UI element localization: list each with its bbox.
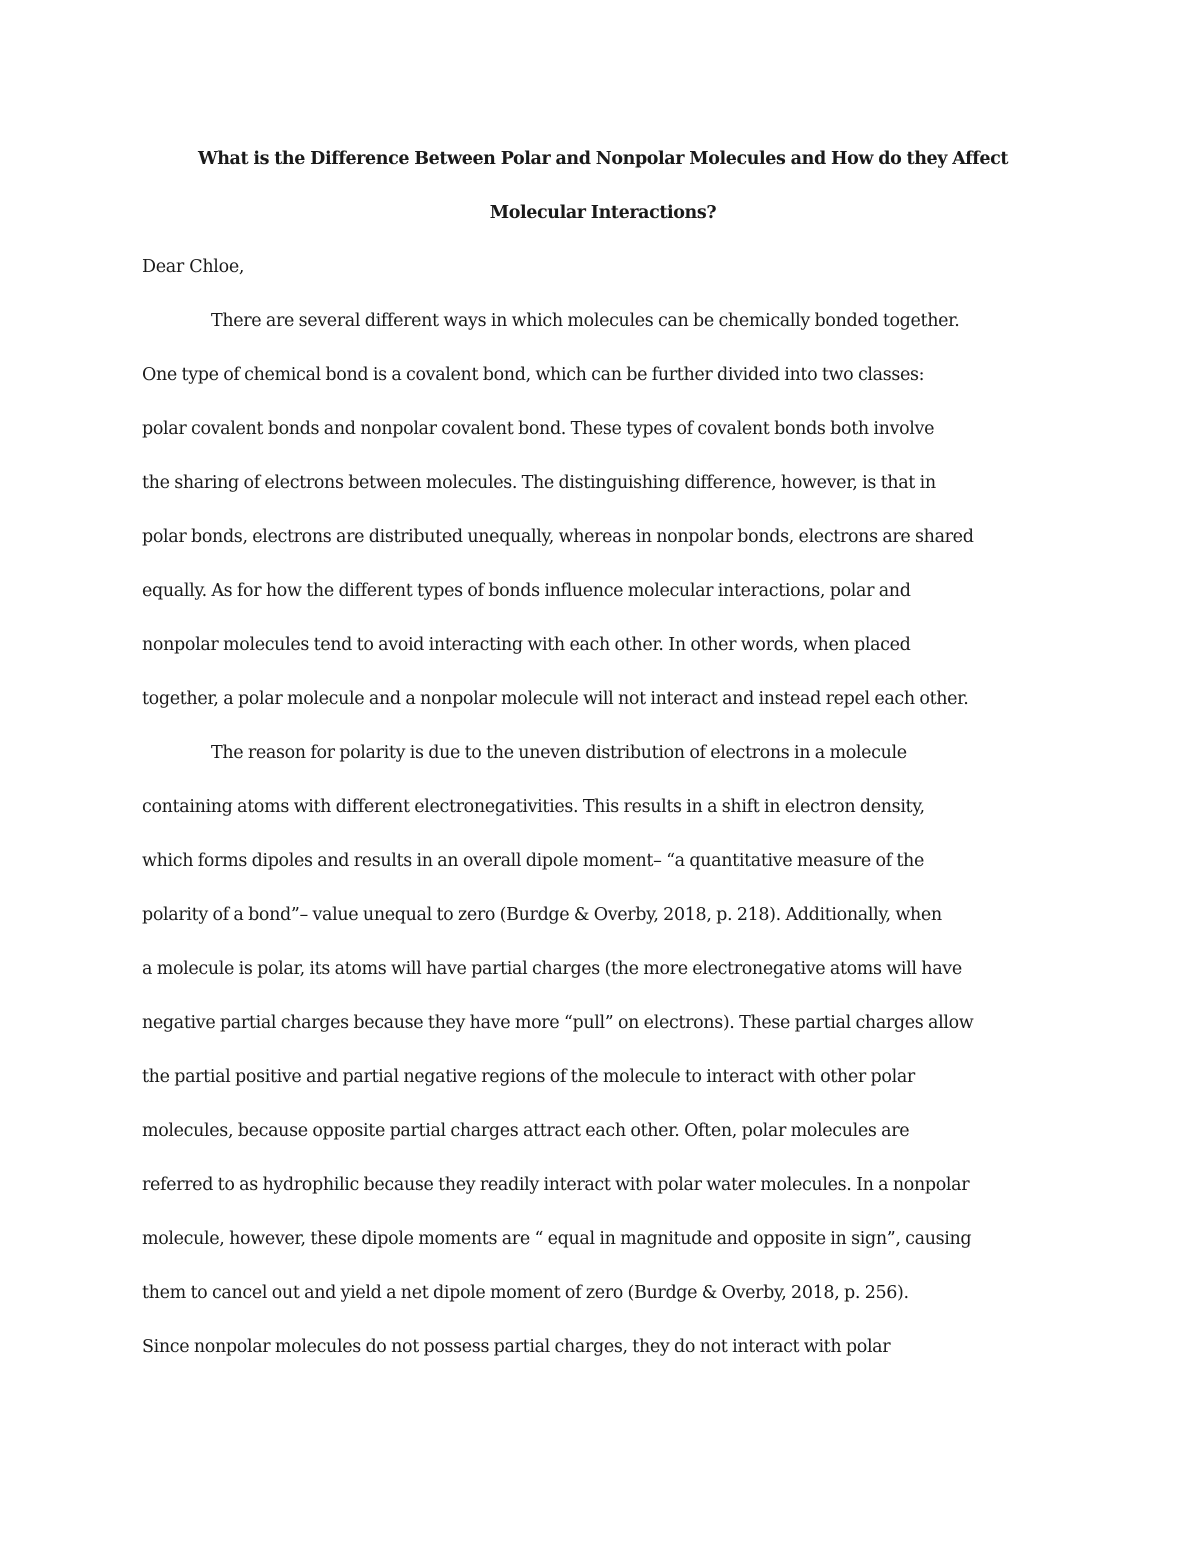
paragraph-line: containing atoms with different electronegativities. This results in a shift in electron density, xyxy=(142,797,925,817)
paragraph-line: equally. As for how the different types of bonds influence molecular interactions, polar and xyxy=(142,581,911,601)
paragraph-line: referred to as hydrophilic because they readily interact with polar water molecules. In a nonpolar xyxy=(142,1175,970,1195)
paragraph-line: the partial positive and partial negative regions of the molecule to interact with other polar xyxy=(142,1067,915,1087)
title-line: Molecular Interactions? xyxy=(489,203,717,223)
paragraph-2 xyxy=(142,726,1064,1374)
document-body xyxy=(142,132,1064,1374)
paragraph-line: a molecule is polar, its atoms will have partial charges (the more electronegative atoms will have xyxy=(142,959,962,979)
paragraph-1 xyxy=(142,294,1064,726)
paragraph-line: One type of chemical bond is a covalent bond, which can be further divided into two classes: xyxy=(142,365,925,385)
paragraph-line: The reason for polarity is due to the uneven distribution of electrons in a molecule xyxy=(211,743,907,763)
paragraph-line: molecules, because opposite partial charges attract each other. Often, polar molecules are xyxy=(142,1121,910,1141)
paragraph-line: together, a polar molecule and a nonpolar molecule will not interact and instead repel each other. xyxy=(142,689,969,709)
paragraph-line: molecule, however, these dipole moments are “ equal in magnitude and opposite in sign”, causing xyxy=(142,1229,972,1249)
paragraph-line: Since nonpolar molecules do not possess partial charges, they do not interact with polar xyxy=(142,1337,891,1357)
paragraph-line: the sharing of electrons between molecules. The distinguishing difference, however, is that in xyxy=(142,473,936,493)
paragraph-line: which forms dipoles and results in an overall dipole moment– “a quantitative measure of the xyxy=(142,851,924,871)
document-title xyxy=(142,132,1064,240)
paragraph-line: negative partial charges because they have more “pull” on electrons). These partial charges allow xyxy=(142,1013,974,1033)
paragraph-line: There are several different ways in which molecules can be chemically bonded together. xyxy=(211,311,960,331)
salutation: Dear Chloe, xyxy=(142,257,245,277)
paragraph-line: polar bonds, electrons are distributed unequally, whereas in nonpolar bonds, electrons are shared xyxy=(142,527,974,547)
paragraph-line: polar covalent bonds and nonpolar covalent bond. These types of covalent bonds both involve xyxy=(142,419,935,439)
title-line: What is the Difference Between Polar and Nonpolar Molecules and How do they Affect xyxy=(197,149,1009,169)
paragraph-line: them to cancel out and yield a net dipole moment of zero (Burdge & Overby, 2018, p. 256). xyxy=(142,1283,909,1303)
paragraph-line: nonpolar molecules tend to avoid interacting with each other. In other words, when placed xyxy=(142,635,911,655)
paragraph-line: polarity of a bond”– value unequal to zero (Burdge & Overby, 2018, p. 218). Additionally, when xyxy=(142,905,942,925)
